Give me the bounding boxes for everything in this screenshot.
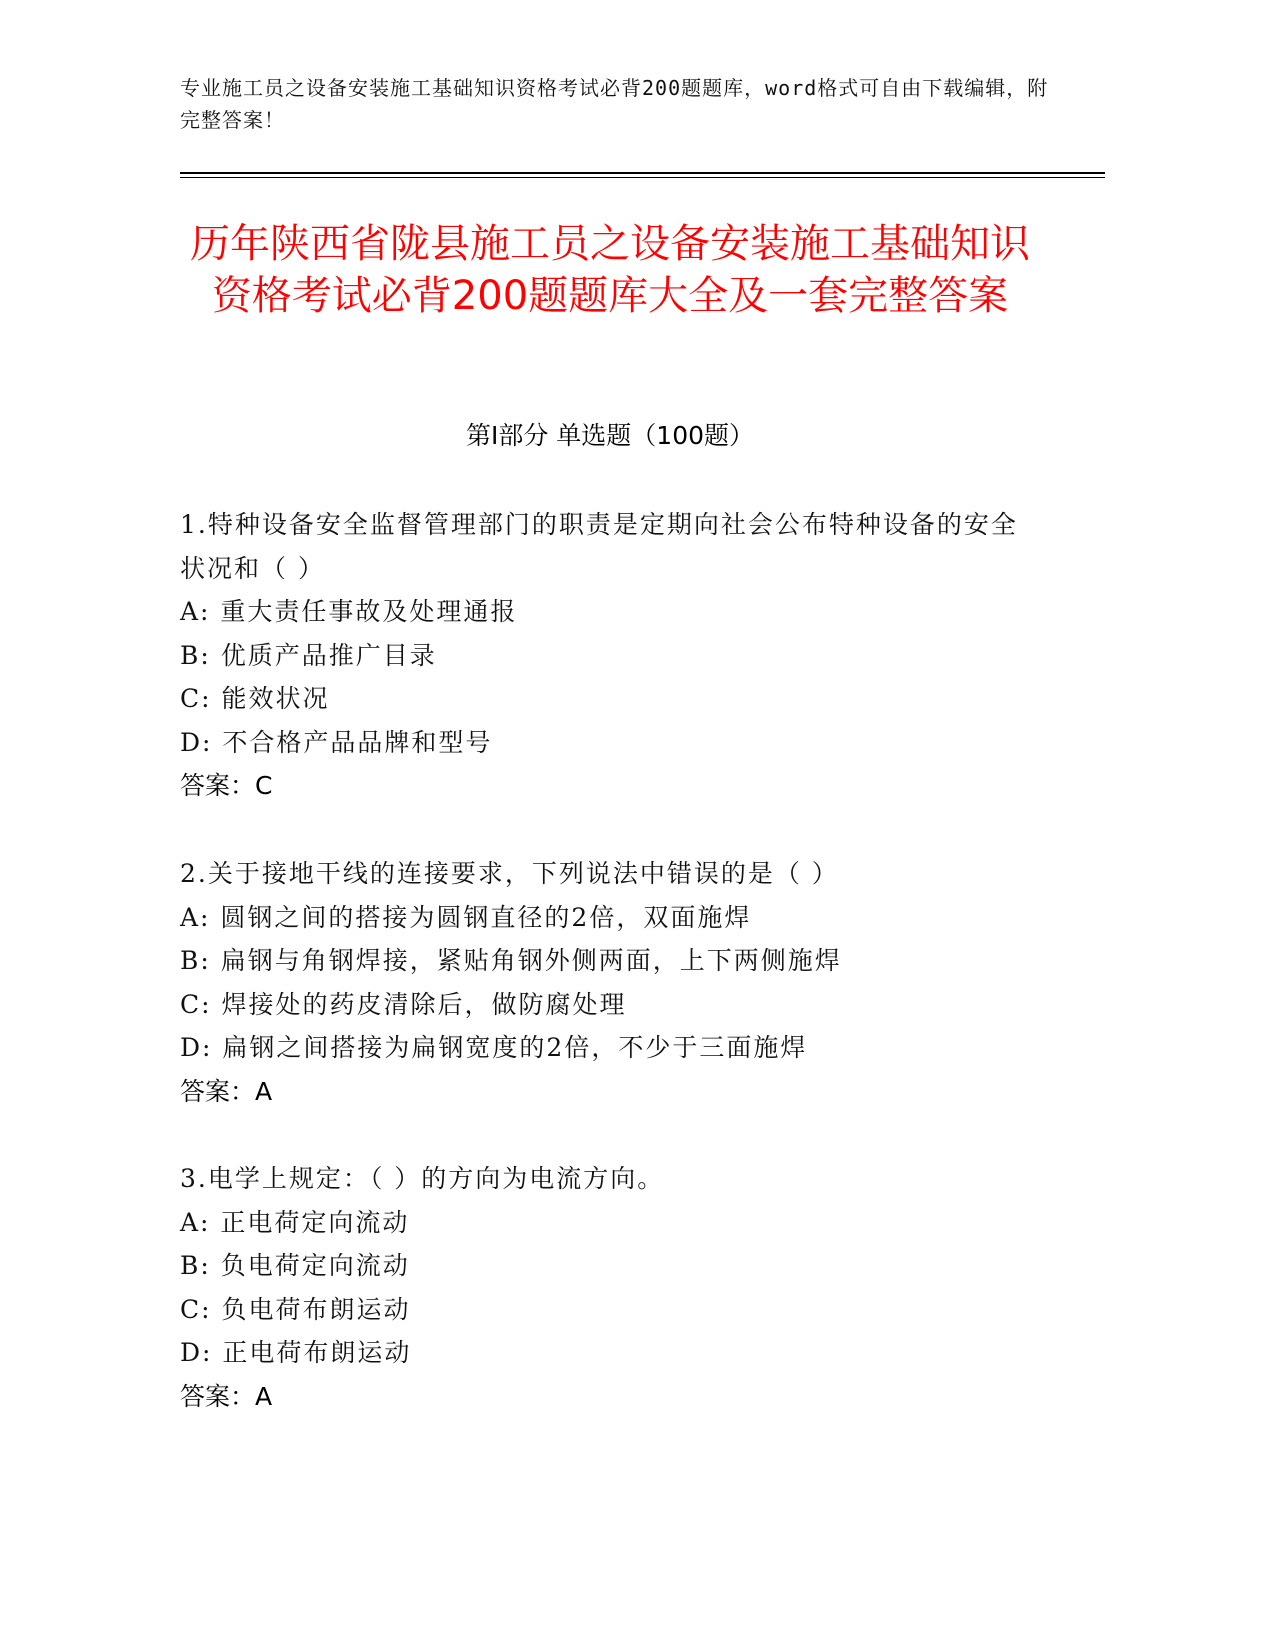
document-title: 历年陕西省陇县施工员之设备安装施工基础知识资格考试必背200题题库大全及一套完整答案 — [190, 221, 1030, 319]
question-2-option-d: D: 扁钢之间搭接为扁钢宽度的2倍，不少于三面施焊 — [180, 1033, 808, 1062]
question-3-stem: 3.电学上规定：（ ）的方向为电流方向。 — [180, 1164, 665, 1193]
question-2 — [180, 852, 1060, 1113]
question-1-answer: 答案：C — [180, 771, 273, 800]
question-1-option-c: C: 能效状况 — [180, 684, 330, 713]
question-1-option-a: A: 重大责任事故及处理通报 — [180, 597, 518, 626]
question-3-option-d: D: 正电荷布朗运动 — [180, 1338, 412, 1367]
question-1 — [180, 503, 1060, 808]
question-2-option-c: C: 焊接处的药皮清除后，做防腐处理 — [180, 989, 627, 1019]
question-3 — [180, 1157, 1060, 1418]
question-3-answer: 答案：A — [180, 1381, 273, 1411]
question-3-option-c: C: 负电荷布朗运动 — [180, 1294, 411, 1324]
question-3-option-b: B: 负电荷定向流动 — [180, 1251, 410, 1280]
question-1-option-d: D: 不合格产品品牌和型号 — [180, 727, 493, 757]
question-2-option-a: A: 圆钢之间的搭接为圆钢直径的2倍，双面施焊 — [180, 902, 752, 932]
question-1-stem: 1.特种设备安全监督管理部门的职责是定期向社会公布特种设备的安全状况和（ ） — [180, 510, 1018, 583]
header-rule-thin — [180, 177, 1105, 178]
question-2-option-b: B: 扁钢与角钢焊接，紧贴角钢外侧两面，上下两侧施焊 — [180, 946, 842, 975]
header-note: 专业施工员之设备安装施工基础知识资格考试必背200题题库，word格式可自由下载编辑，附完整答案！ — [180, 76, 1049, 132]
section-title: 第I部分 单选题（100题） — [465, 421, 755, 450]
question-1-option-b: B: 优质产品推广目录 — [180, 640, 437, 670]
question-3-option-a: A: 正电荷定向流动 — [180, 1207, 410, 1237]
question-2-answer: 答案：A — [180, 1076, 273, 1106]
header-rule-thick — [180, 172, 1105, 174]
question-2-stem: 2.关于接地干线的连接要求，下列说法中错误的是（ ） — [180, 859, 839, 888]
